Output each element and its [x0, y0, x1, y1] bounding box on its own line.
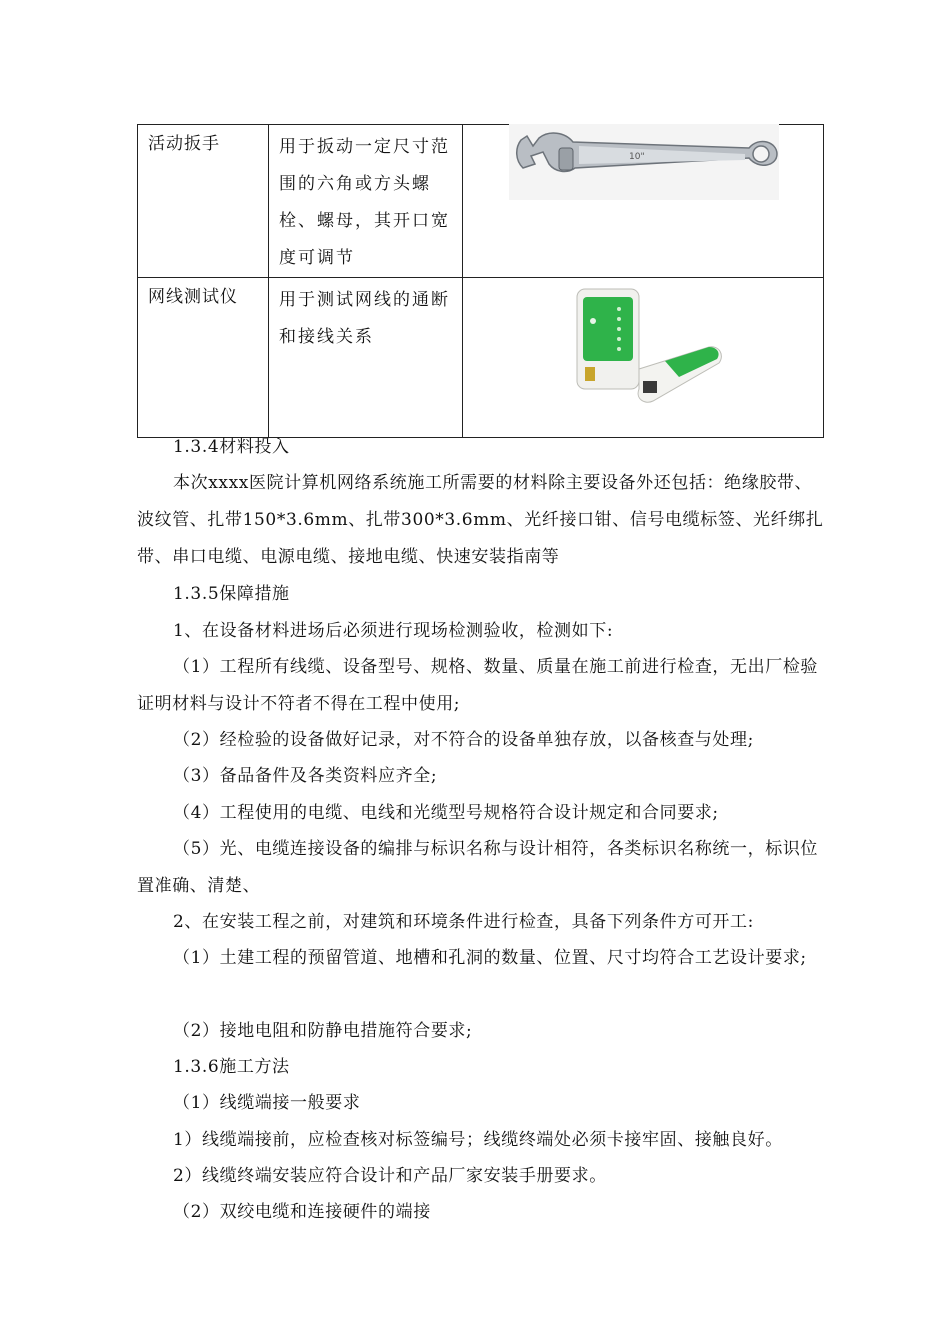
section-title: 1.3.4材料投入	[173, 437, 290, 457]
table-row	[138, 125, 824, 278]
paragraph: 1）线缆端接前，应检查核对标签编号；线缆终端处必须卡接牢固、接触良好。	[173, 1130, 783, 1150]
paragraph: （2）经检验的设备做好记录，对不符合的设备单独存放，以备核查与处理;	[173, 730, 754, 750]
paragraph: （5）光、电缆连接设备的编排与标识名称与设计相符，各类标识名称统一，标识位置准确、清楚、	[137, 839, 819, 896]
tool-name: 网线测试仪	[148, 287, 238, 307]
paragraph: （1）工程所有线缆、设备型号、规格、数量、质量在施工前进行检查，无出厂检验证明材料与设计不符者不得在工程中使用;	[137, 657, 819, 714]
tool-description: 用于测试网线的通断和接线关系	[279, 290, 450, 347]
paragraph: （1）线缆端接一般要求	[173, 1093, 361, 1113]
tool-image-cell	[463, 125, 824, 278]
tool-name: 活动扳手	[148, 134, 220, 154]
tools-table	[137, 124, 824, 438]
table-row	[138, 278, 824, 438]
paragraph: （1）土建工程的预留管道、地槽和孔洞的数量、位置、尺寸均符合工艺设计要求;	[173, 948, 807, 968]
paragraph: 2）线缆终端安装应符合设计和产品厂家安装手册要求。	[173, 1166, 607, 1186]
paragraph: （4）工程使用的电缆、电线和光缆型号规格符合设计规定和合同要求;	[173, 803, 719, 823]
paragraph: （2）接地电阻和防静电措施符合要求;	[173, 1021, 473, 1041]
paragraph: （3）备品备件及各类资料应齐全;	[173, 766, 438, 786]
paragraph: 2、在安装工程之前，对建筑和环境条件进行检查，具备下列条件方可开工:	[173, 912, 754, 932]
tool-image-cell	[463, 278, 824, 438]
paragraph: 1、在设备材料进场后必须进行现场检测验收，检测如下:	[173, 621, 614, 641]
section-title: 1.3.5保障措施	[173, 584, 290, 604]
network-cable-tester-photo	[569, 281, 729, 411]
paragraph: （2）双绞电缆和连接硬件的端接	[173, 1202, 431, 1222]
section-title: 1.3.6施工方法	[173, 1057, 290, 1077]
wrench-marking: 10"	[629, 152, 645, 162]
paragraph: 本次xxxx医院计算机网络系统施工所需要的材料除主要设备外还包括：绝缘胶带、波纹管、扎带150*3.6mm、扎带300*3.6mm、光纤接口钳、信号电缆标签、光纤绑扎带、串口电缆、电源电缆、接地电缆、快速安装指南等	[137, 473, 824, 567]
tool-description: 用于扳动一定尺寸范围的六角或方头螺栓、螺母，其开口宽度可调节	[279, 137, 450, 268]
adjustable-wrench-photo	[509, 124, 779, 200]
